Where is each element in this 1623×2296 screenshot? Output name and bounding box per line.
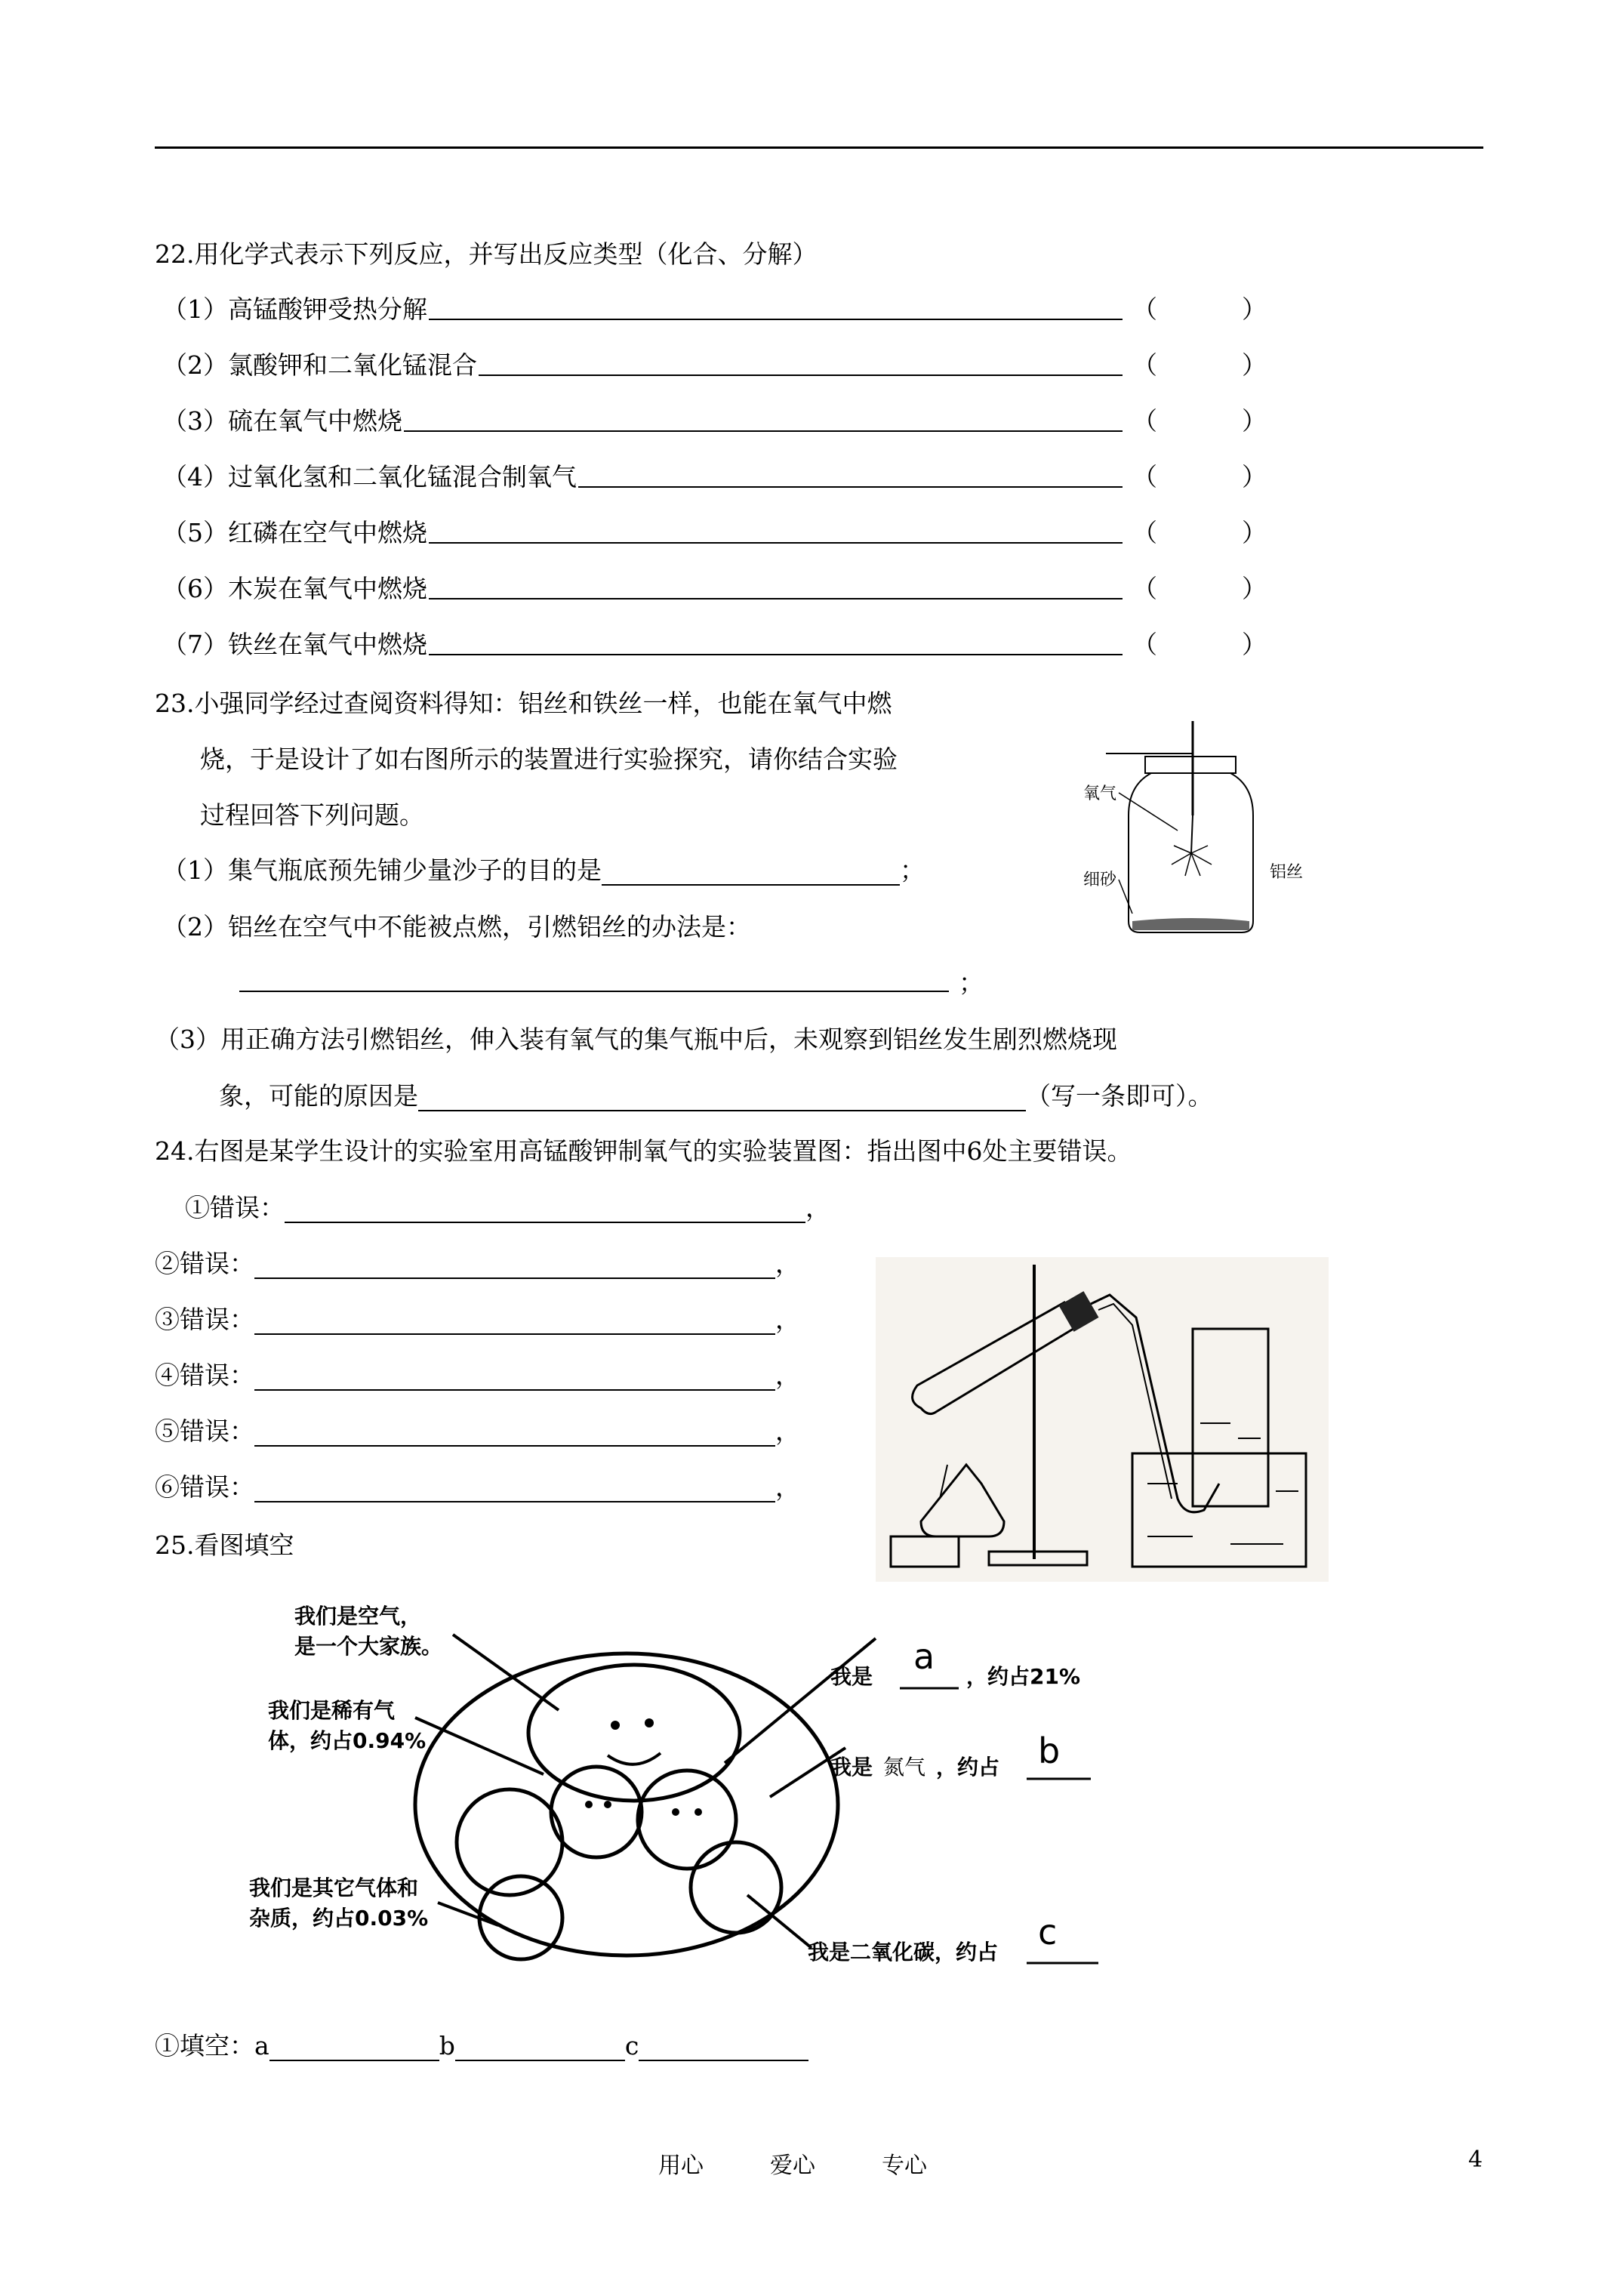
q23-sub2: （2）铝丝在空气中不能被点燃，引燃铝丝的办法是：	[162, 912, 751, 942]
answer-blank[interactable]	[254, 1311, 775, 1335]
q24-item	[155, 1472, 800, 1502]
q23-sub3b	[219, 1081, 1213, 1111]
q22-item	[162, 574, 427, 604]
fill-a-label: a	[254, 2031, 269, 2060]
q24-item-end: ，	[775, 1361, 800, 1390]
q22-title: 22.用化学式表示下列反应，并写出反应类型（化合、分解）	[155, 239, 818, 269]
answer-blank-b[interactable]	[455, 2037, 625, 2061]
answer-blank[interactable]	[254, 1422, 775, 1447]
answer-blank[interactable]	[254, 1255, 775, 1279]
blank-c-letter: c	[1038, 1912, 1058, 1952]
q22-item-label: （3）硫在氧气中燃烧	[162, 406, 402, 436]
bubble-co2-pre: 我是二氧化碳，约占	[808, 1940, 999, 1965]
q24-item-end: ，	[775, 1249, 800, 1278]
q22-item-label: （5）红磷在空气中燃烧	[162, 518, 427, 547]
reaction-type-close-paren: ）	[1242, 462, 1267, 492]
q23-line3: 过程回答下列问题。	[200, 800, 424, 830]
answer-blank[interactable]	[404, 430, 1123, 432]
bubble-n2-name: 氮气	[883, 1755, 926, 1780]
blank-b-letter: b	[1038, 1730, 1061, 1771]
apparatus-figure	[876, 1257, 1329, 1582]
footer-mid: 爱心	[770, 2153, 815, 2179]
bubble-rare-1: 我们是稀有气	[268, 1698, 396, 1723]
q24-item-label: ⑤错误：	[155, 1416, 254, 1446]
answer-blank[interactable]	[429, 319, 1123, 320]
reaction-type-close-paren: ）	[1242, 630, 1267, 659]
q23-sub1-label: （1）集气瓶底预先铺少量沙子的目的是	[162, 855, 602, 885]
q22-item-label: （6）木炭在氧气中燃烧	[162, 574, 427, 603]
q25-title: 25.看图填空	[155, 1530, 294, 1560]
sand-label: 细砂	[1083, 871, 1117, 889]
reaction-type-close-paren: ）	[1242, 350, 1267, 380]
q22-item	[162, 350, 477, 381]
bubble-air-1: 我们是空气，	[294, 1604, 422, 1629]
q24-title: 24.右图是某学生设计的实验室用高锰酸钾制氧气的实验装置图：指出图中6处主要错误。	[155, 1136, 1132, 1166]
q24-item	[155, 1361, 800, 1391]
answer-blank-a[interactable]	[269, 2037, 439, 2061]
bubble-o2-post: ，约占21%	[966, 1664, 1081, 1689]
reaction-type-close-paren: ）	[1242, 518, 1267, 547]
oxygen-label: 氧气	[1083, 784, 1117, 803]
gas-jar-figure	[1072, 717, 1321, 944]
answer-blank[interactable]	[429, 598, 1123, 599]
answer-blank[interactable]	[479, 374, 1123, 376]
reaction-type-close-paren: ）	[1242, 406, 1267, 436]
answer-blank[interactable]	[429, 654, 1123, 655]
reaction-type-open-paren: （	[1132, 518, 1157, 547]
q22-item-label: （1）高锰酸钾受热分解	[162, 294, 427, 324]
footer-right: 专心	[882, 2153, 927, 2179]
q24-item	[155, 1249, 800, 1279]
q24-item-label: ④错误：	[155, 1361, 254, 1390]
q24-item-end: ，	[775, 1416, 800, 1446]
al-wire-label: 铝丝	[1270, 863, 1304, 882]
bubble-air-2: 是一个大家族。	[294, 1634, 443, 1659]
q24-item-label: ①错误：	[185, 1193, 285, 1222]
q22-item	[162, 406, 402, 436]
answer-blank[interactable]	[578, 486, 1123, 488]
bubble-n2-pre: 我是	[830, 1755, 873, 1780]
header-rule	[155, 146, 1483, 149]
q22-item	[162, 294, 427, 325]
q22-item	[162, 462, 577, 492]
bubble-other-2: 杂质，约占0.03%	[249, 1906, 429, 1931]
page-number: 4	[1468, 2147, 1483, 2173]
q23-line1: 23.小强同学经过查阅资料得知：铝丝和铁丝一样，也能在氧气中燃	[155, 689, 892, 718]
q25-fill-label: ①填空：	[155, 2031, 254, 2060]
answer-blank[interactable]	[285, 1199, 805, 1223]
q24-item-label: ⑥错误：	[155, 1472, 254, 1502]
reaction-type-open-paren: （	[1132, 574, 1157, 603]
reaction-type-close-paren: ）	[1242, 574, 1267, 603]
fill-c-label: c	[624, 2031, 639, 2060]
answer-blank-c[interactable]	[639, 2037, 808, 2061]
q24-item	[185, 1193, 830, 1223]
q23-sub3b-label: 象，可能的原因是	[219, 1081, 418, 1111]
q22-item	[162, 630, 427, 660]
air-family-figure	[249, 1593, 1155, 1986]
reaction-type-open-paren: （	[1132, 350, 1157, 380]
reaction-type-open-paren: （	[1132, 406, 1157, 436]
q22-item-label: （4）过氧化氢和二氧化锰混合制氧气	[162, 462, 577, 492]
q23-line2: 烧，于是设计了如右图所示的装置进行实验探究，请你结合实验	[200, 744, 898, 774]
q22-item-label: （2）氯酸钾和二氧化锰混合	[162, 350, 477, 380]
q24-item-end: ，	[775, 1472, 800, 1502]
q22-item-label: （7）铁丝在氧气中燃烧	[162, 630, 427, 659]
bubble-rare-2: 体，约占0.94%	[268, 1728, 427, 1753]
q24-item-label: ③错误：	[155, 1305, 254, 1334]
q24-item	[155, 1305, 800, 1335]
q23-sub3b-end: （写一条即可）。	[1026, 1081, 1213, 1111]
bubble-other-1: 我们是其它气体和	[249, 1875, 419, 1900]
footer-left: 用心	[658, 2153, 704, 2179]
answer-blank[interactable]	[429, 542, 1123, 544]
bubble-o2-pre: 我是	[830, 1664, 873, 1689]
answer-blank[interactable]	[602, 861, 900, 886]
blank-a-letter: a	[913, 1636, 935, 1677]
q23-sub3: （3）用正确方法引燃铝丝，伸入装有氧气的集气瓶中后，未观察到铝丝发生剧烈燃烧现	[155, 1025, 1117, 1054]
reaction-type-open-paren: （	[1132, 630, 1157, 659]
answer-blank[interactable]	[418, 1087, 1026, 1111]
q23-sub1-end: ；	[900, 855, 925, 885]
q24-item-label: ②错误：	[155, 1249, 254, 1278]
q23-sub1	[162, 855, 925, 886]
answer-blank[interactable]	[239, 991, 949, 992]
answer-blank[interactable]	[254, 1478, 775, 1502]
answer-blank[interactable]	[254, 1367, 775, 1391]
q23-sub2-end: ；	[959, 968, 984, 997]
q24-item	[155, 1416, 800, 1447]
q22-item	[162, 518, 427, 548]
reaction-type-close-paren: ）	[1242, 294, 1267, 324]
fill-b-label: b	[439, 2031, 455, 2060]
q25-fill-line	[155, 2031, 808, 2061]
reaction-type-open-paren: （	[1132, 462, 1157, 492]
bubble-n2-mid: ，约占	[936, 1755, 1000, 1780]
reaction-type-open-paren: （	[1132, 294, 1157, 324]
q24-item-end: ，	[805, 1193, 830, 1222]
q24-item-end: ，	[775, 1305, 800, 1334]
